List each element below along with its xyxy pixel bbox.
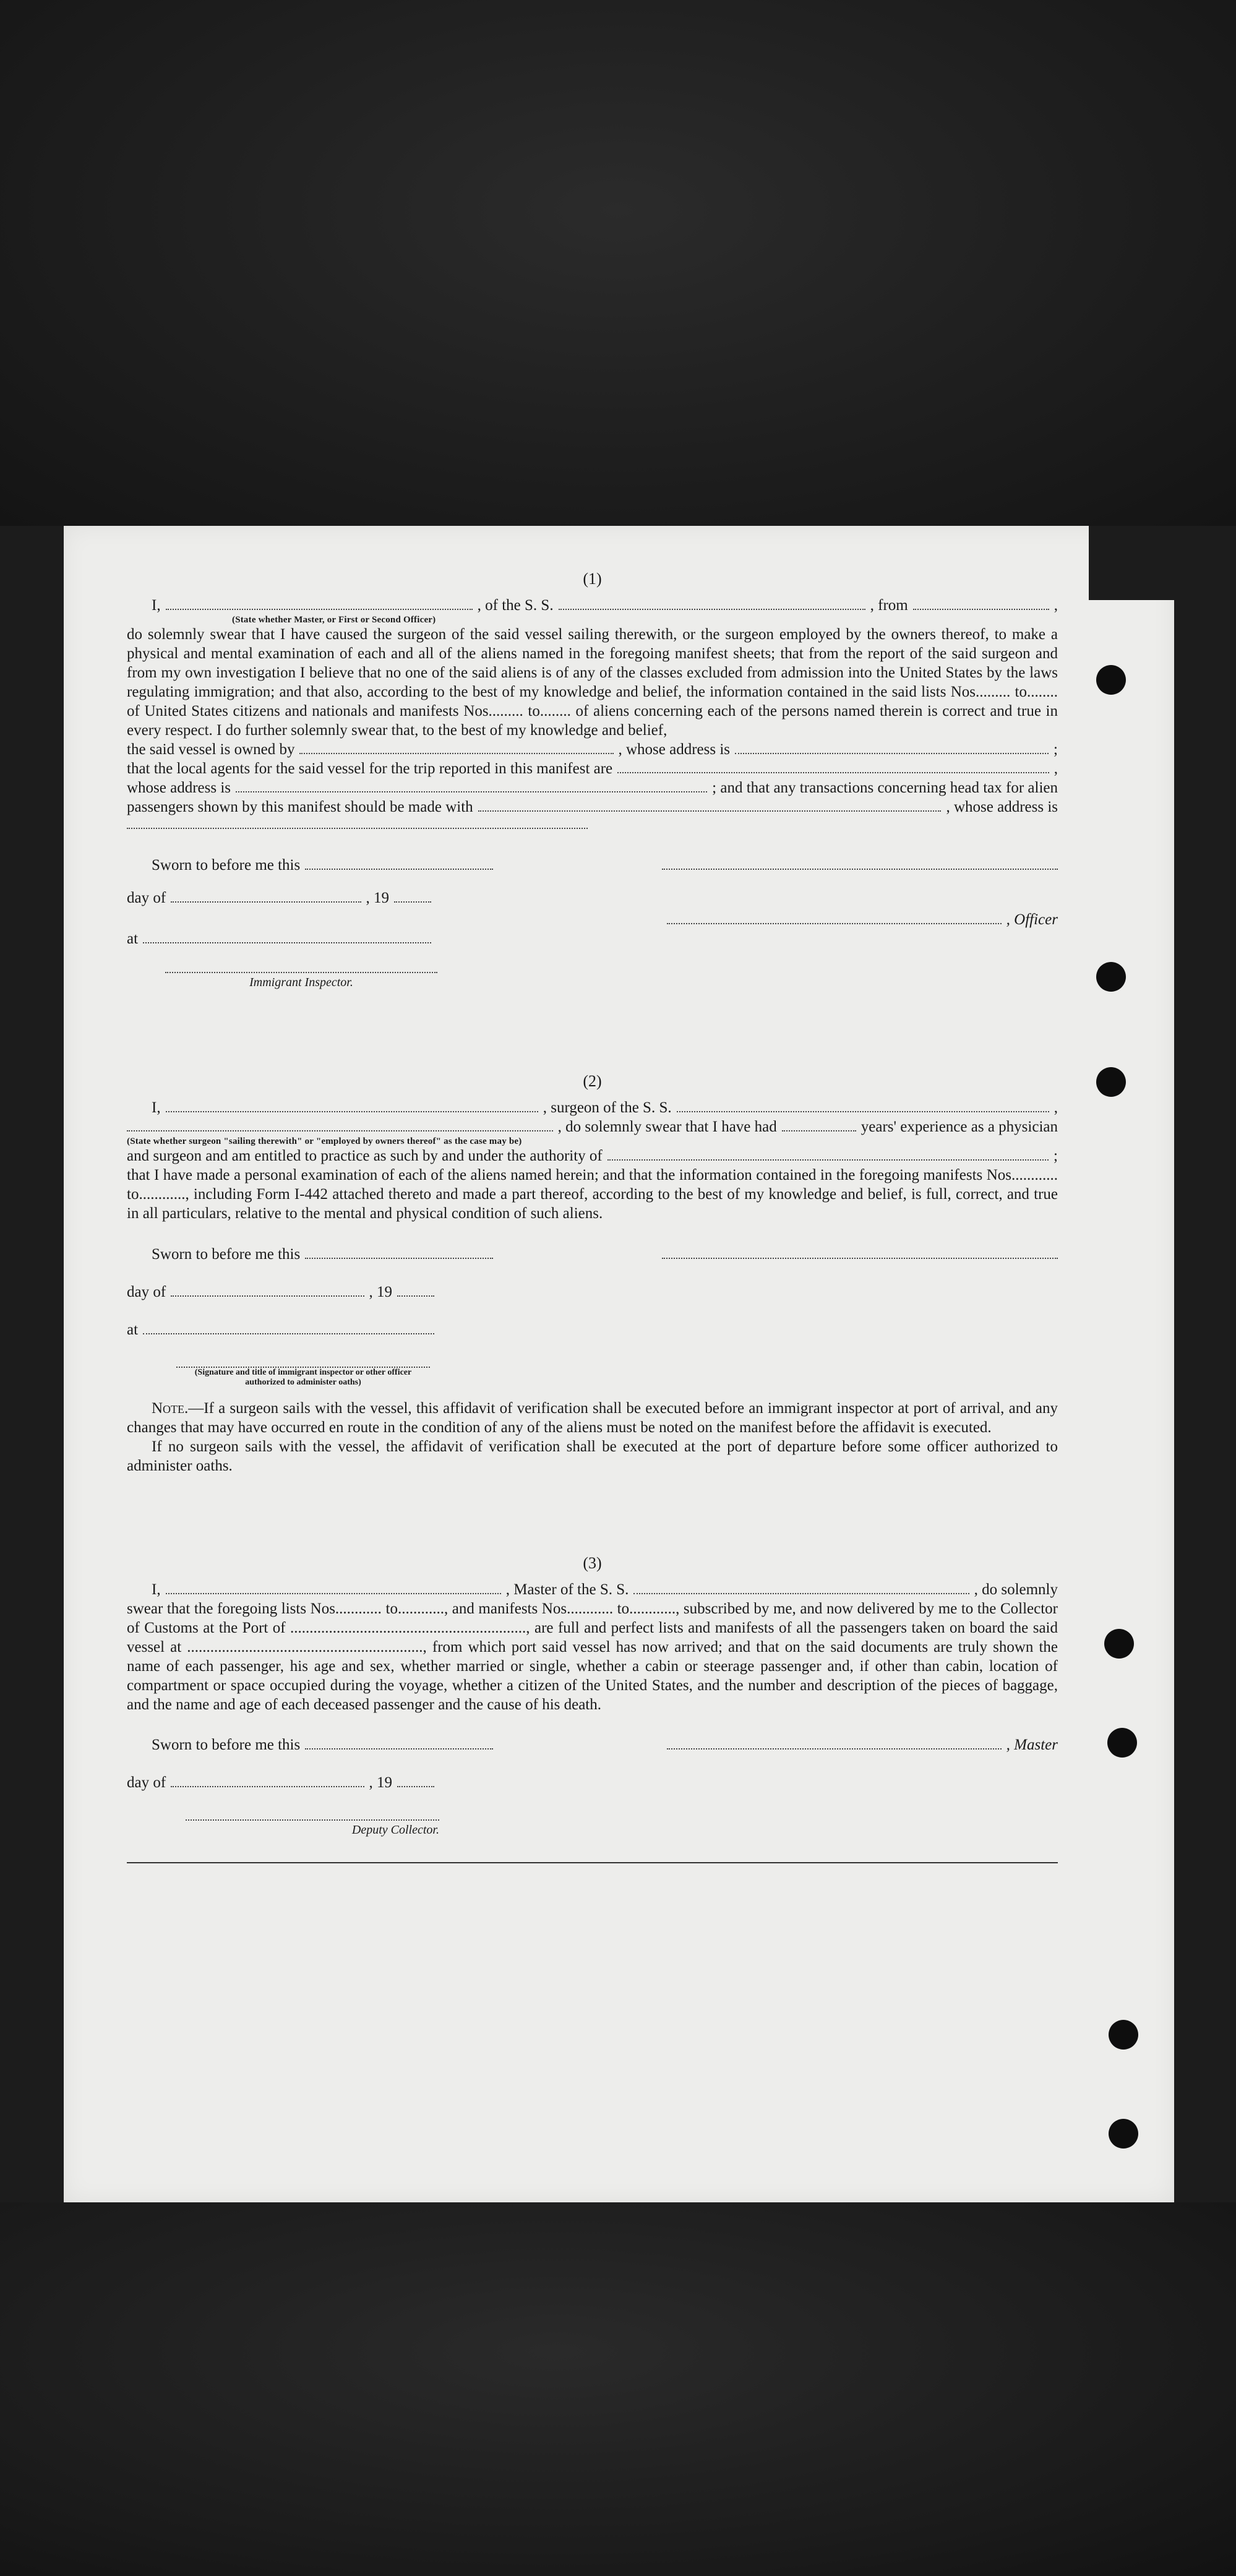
blank-sworn-day[interactable] (305, 857, 493, 870)
officer-note: (State whether Master, or First or Second Officer) (232, 615, 436, 625)
text: Sworn to before me this (152, 1737, 301, 1753)
surgeon-signature-line[interactable] (662, 1244, 1058, 1259)
affidavit-section-2 (127, 1071, 1058, 1475)
signature-line[interactable] (662, 855, 1058, 870)
sworn-date (127, 856, 498, 875)
text: day of (127, 890, 166, 906)
binder-hole (1109, 2020, 1138, 2050)
text: , (1054, 1099, 1058, 1116)
no-surgeon-paragraph: If no surgeon sails with the vessel, the affidavit of verification shall be executed at the port of departure before some officer authorized to administer oaths. (127, 1438, 1058, 1474)
blank-place[interactable] (143, 931, 431, 943)
blank-surgeon-name[interactable] (166, 1100, 538, 1112)
officer-signature-row (127, 910, 1058, 929)
address-continuation (127, 817, 1058, 829)
text: , Master of the S. S. (505, 1581, 629, 1598)
at-line (127, 1320, 439, 1339)
text: , surgeon of the S. S. (543, 1099, 672, 1116)
blank-owner-address[interactable] (735, 742, 1049, 754)
day-of-line (127, 888, 436, 908)
text: , (1054, 597, 1058, 614)
officer-signature (176, 1360, 430, 1388)
blank-vessel-name[interactable] (677, 1100, 1049, 1112)
text: , whose address is (618, 741, 731, 758)
text: I, (152, 1581, 161, 1598)
blank-officer-name[interactable] (166, 598, 473, 610)
binder-hole (1107, 1728, 1137, 1758)
blank-authority[interactable] (607, 1148, 1049, 1161)
authority-line (127, 1146, 1058, 1166)
day-of-line (127, 1773, 439, 1792)
agents-line (127, 759, 1058, 778)
section-number: (1) (583, 570, 602, 588)
blank-vessel-name[interactable] (633, 1582, 969, 1594)
note-label: Note. (152, 1400, 189, 1417)
blank-sworn-day[interactable] (305, 1247, 493, 1259)
master-signature (662, 1735, 1058, 1754)
collector-signature-line[interactable] (186, 1813, 439, 1821)
blank-vessel-name[interactable] (559, 598, 865, 610)
text: and surgeon and am entitled to practice as such by and under the authority of (127, 1148, 603, 1164)
blank-master-name[interactable] (166, 1582, 501, 1594)
text: , of the S. S. (477, 597, 554, 614)
blank-year[interactable] (397, 1284, 434, 1297)
text: the said vessel is owned by (127, 741, 295, 758)
blank-month[interactable] (171, 1284, 364, 1297)
text: day of (127, 1284, 166, 1300)
surgeon-oath-paragraph: that I have made a personal examination of each of the aliens named herein; and that the information contained in the foregoing manifests Nos............ to............, including Form I-442 attached thereto and made a part thereof, according to the best of my knowledge and belief, is full, correct, and true in all particulars, relative to the mental and physical condition of such aliens. (127, 1167, 1058, 1222)
torn-corner (1089, 526, 1174, 600)
text: whose address is (127, 779, 231, 796)
text: ; (1054, 741, 1058, 758)
text: Sworn to before me this (152, 1246, 301, 1263)
blank-head-tax-party[interactable] (478, 799, 942, 812)
affidavit-section-1 (127, 569, 1058, 992)
text: day of (127, 1774, 166, 1791)
blank-officer-signature[interactable] (667, 912, 1002, 924)
inspector-signature (165, 963, 437, 992)
text: passengers shown by this manifest should be made with (127, 799, 473, 815)
section-number: (2) (583, 1072, 602, 1090)
blank-month[interactable] (171, 1775, 364, 1787)
sworn-date (127, 1735, 498, 1754)
bottom-rule (127, 1862, 1058, 1863)
sworn-row (127, 855, 1058, 875)
text: I, (152, 597, 161, 614)
agents-address-line (127, 778, 1058, 797)
blank-agents-address[interactable] (236, 780, 707, 792)
day-of-line (127, 1282, 439, 1302)
officer-signature (662, 910, 1058, 929)
at-line (127, 929, 436, 948)
officer-label: , Officer (1006, 911, 1058, 928)
sworn-row (127, 1735, 1058, 1754)
text: at (127, 1321, 139, 1338)
affidavit-section-3 (127, 1553, 1058, 1863)
binder-hole (1109, 2119, 1138, 2149)
binder-hole (1104, 1629, 1134, 1659)
text: , 19 (369, 1774, 392, 1791)
blank-sworn-day[interactable] (305, 1737, 493, 1750)
binder-hole (1096, 1067, 1126, 1097)
text: at (127, 930, 139, 947)
head-tax-line (127, 797, 1058, 817)
text: Sworn to before me this (152, 857, 301, 874)
collector-caption: Deputy Collector. (351, 1823, 439, 1837)
note-text: —If a surgeon sails with the vessel, this affidavit of verification shall be executed before an immigrant inspector at port of arrival, and any changes that may have occurred en route in the condition of any of the aliens must be noted on the manifest before the affidavit is executed. (127, 1400, 1058, 1436)
master-label: , Master (1006, 1737, 1058, 1753)
scan-background-bottom (0, 2202, 1236, 2576)
blank-years[interactable] (782, 1119, 856, 1131)
blank-port-from[interactable] (913, 598, 1049, 610)
collector-signature (186, 1813, 439, 1840)
master-oath-paragraph: swear that the foregoing lists Nos............ to............, and manifests Nos............ to............, subscribed by me, and now delivered by me to the Collector of Customs at the Port of ............................................................., are full and perfect lists and manifests of all the passengers taken on board the said vessel at ............................................................., from which port said vessel has now arrived; and that on the said documents are truly shown the name of each passenger, his age and sex, whether married or single, whether a cabin or steerage passenger and, if other than cabin, location of compartment or space occupied during the voyage, whether a citizen of the United States, and the number and description of the pieces of baggage, and the name and age of each deceased passenger and the cause of his death. (127, 1600, 1058, 1713)
blank-month[interactable] (171, 890, 361, 903)
affidavit-document (127, 569, 1058, 1863)
text: that the local agents for the said vessel for the trip reported in this manifest are (127, 760, 613, 777)
signature-caption: (Signature and title of immigrant inspector or other officer authorized to administer oaths) (194, 1368, 412, 1387)
blank-master-signature[interactable] (667, 1737, 1002, 1750)
text: , 19 (366, 890, 389, 906)
text: , (1054, 760, 1058, 777)
text: years' experience as a physician (860, 1118, 1058, 1135)
surgeon-note-paragraph (127, 1399, 1058, 1437)
text: ; and that any transactions concerning head tax for alien (712, 779, 1058, 796)
section-number: (3) (583, 1554, 602, 1572)
oath-paragraph: do solemnly swear that I have caused the surgeon of the said vessel sailing therewith, or the surgeon employed by the owners thereof, to make a physical and mental examination of each and all of the aliens named in the foregoing manifest sheets; that from the report of the said surgeon and from my own investigation I believe that no one of the said aliens is of any of the classes excluded from admission into the United States by the laws regulating immigration; and that also, according to the best of my knowledge and belief, the information contained in the said lists Nos......... to........ of United States citizens and nationals and manifests Nos......... to........ of aliens concerning each of the persons named therein is correct and true in every respect. I do further solemnly swear that, to the best of my knowledge and belief, (127, 626, 1058, 739)
text: , from (870, 597, 908, 614)
binder-hole (1096, 962, 1126, 992)
scan-background-top (0, 0, 1236, 526)
text: I, (152, 1099, 161, 1116)
blank-year[interactable] (394, 890, 431, 903)
officer-line (127, 596, 1058, 615)
surgeon-line (127, 1098, 1058, 1117)
owner-line (127, 740, 1058, 759)
blank-place[interactable] (143, 1322, 434, 1334)
sworn-row (127, 1244, 1058, 1264)
blank-owner[interactable] (299, 742, 613, 754)
surgeon-note: (State whether surgeon "sailing therewith" or "employed by owners thereof" as the case may be) (127, 1136, 522, 1146)
text: , do solemnly (974, 1581, 1058, 1598)
blank-year[interactable] (397, 1775, 434, 1787)
blank-surgeon-status[interactable] (127, 1119, 553, 1131)
officer-signature-line[interactable] (176, 1360, 430, 1368)
text: , whose address is (946, 799, 1058, 815)
master-line (127, 1580, 1058, 1599)
text: , do solemnly swear that I have had (557, 1118, 777, 1135)
text: ; (1054, 1148, 1058, 1164)
sworn-date (127, 1245, 498, 1264)
inspector-caption: Immigrant Inspector. (249, 976, 353, 989)
blank-agents[interactable] (617, 761, 1049, 773)
experience-line (127, 1117, 1058, 1136)
blank-head-tax-address[interactable] (127, 817, 588, 829)
inspector-signature-line[interactable] (165, 963, 437, 973)
text: , 19 (369, 1284, 392, 1300)
binder-hole (1096, 665, 1126, 695)
